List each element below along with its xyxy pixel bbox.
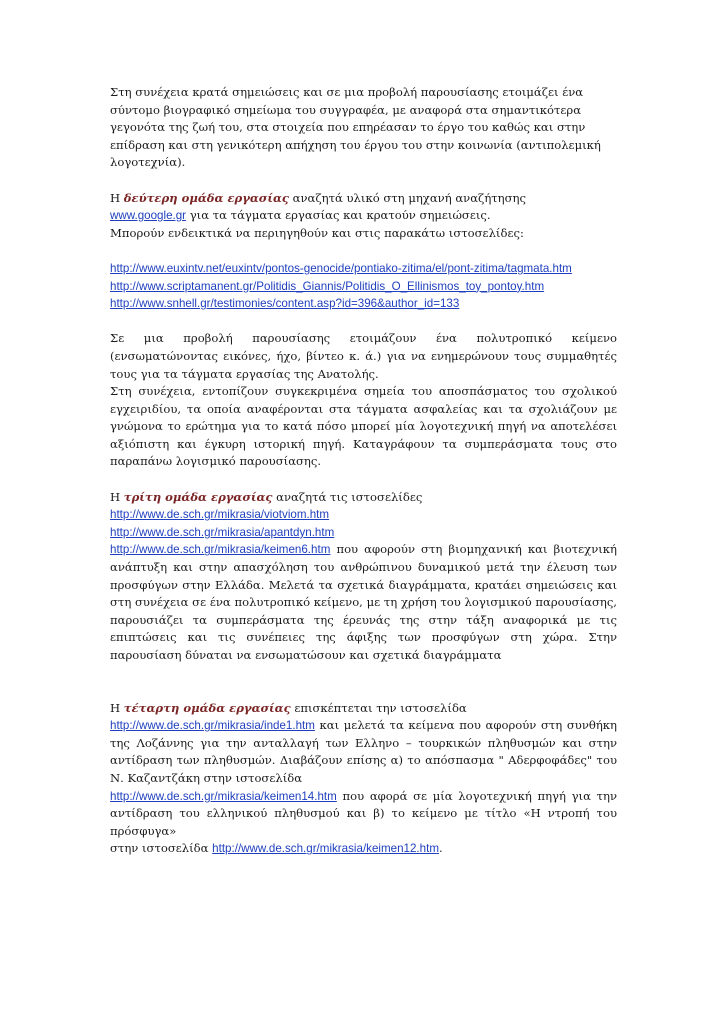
second-group-links (110, 260, 617, 313)
euxintv-link[interactable]: http://www.euxintv.net/euxintv/pontos-genocide/pontiako-zitima/el/pont-zitima/tagmata.htm (110, 261, 572, 275)
keimen14-link[interactable]: http://www.de.sch.gr/mikrasia/keimen14.htm (110, 789, 337, 803)
fourth-group-title: τέταρτη ομάδα εργασίας (123, 700, 291, 715)
second-group-text-2: για τα τάγματα εργασίας και κρατούν σημειώσεις. (186, 208, 491, 223)
keimen12-link[interactable]: http://www.de.sch.gr/mikrasia/keimen12.htm (212, 842, 439, 856)
scriptamanent-link[interactable]: http://www.scriptamanent.gr/Politidis_Giannis/Politidis_O_Ellinismos_toy_pontoy.htm (110, 279, 545, 293)
paragraph-fourth-group (110, 700, 617, 858)
paragraph-presentation: Σε μια προβολή παρουσίασης ετοιμάζουν ένα πολυτροπικό κείμενο (ενσωματώνοντας εικόνες, ήχο, βίντεο κ. ά.) για να ενημερώνουν τους συμμαθητές τους για τα τάγματα εργασίας της Ανατολής. (110, 331, 617, 381)
third-group-prefix: Η (110, 489, 124, 504)
fourth-group-last-suffix: . (438, 841, 443, 856)
second-group-text-3: Μπορούν ενδεικτικά να περιηγηθούν και στις παρακάτω ιστοσελίδες: (110, 225, 524, 240)
group-intro-prefix: Η (110, 190, 124, 205)
snhell-link[interactable]: http://www.snhell.gr/testimonies/content.asp?id=396&author_id=133 (110, 297, 460, 311)
fourth-group-body-2: που αφορά σε μία λογοτεχνική πηγή για την αντίδραση του ελληνικού πληθυσμού και β) το κείμενο με τίτλο «Η ντροπή του πρόσφυγα» (110, 788, 617, 838)
third-group-title: τρίτη ομάδα εργασίας (123, 489, 273, 504)
paragraph-textbook-analysis: Στη συνέχεια, εντοπίζουν συγκεκριμένα σημεία του αποσπάσματος του σχολικού εγχειριδίου, τα οποία αναφέρονται στα τάγματα ασφαλείας και τα σχολιάζουν με γνώμονα το ερώτημα για το κατά πόσο μπορεί μία λογοτεχνική πηγή να αποτελέσει αξιόπιστη και έγκυρη ιστορική πηγή. Καταγράφουν τα συμπεράσματα τους στο παραπάνω λογισμικό παρουσίασης. (110, 384, 617, 469)
fourth-group-prefix: Η (110, 700, 124, 715)
fourth-group-body-1: και μελετά τα κείμενα που αφορούν στη συνθήκη της Λοζάννης για την ανταλλαγή των Ελληνο – τουρκικών πληθυσμών και στην αντίδραση των πληθυσμών. Διαβάζουν επίσης α) το απόσπασμα " Αδερφοφάδες" του Ν. Καζαντζάκη στην ιστοσελίδα (110, 718, 617, 785)
third-group-text: αναζητά τις ιστοσελίδες (272, 489, 423, 504)
fourth-group-last-prefix: στην ιστοσελίδα (110, 841, 213, 856)
third-group-body: που αφορούν στη βιομηχανική και βιοτεχνική ανάπτυξη και στην απασχόληση του ανθρώπινου δυναμικού μετά την έλευση των προσφύγων στην Ελλάδα. Μελετά τα σχετικά διαγράμματα, κρατάει σημειώσεις και στη συνέχεια σε ένα πολυτροπικό κείμενο, με τη χρήση του λογισμικού παρουσίασης, παρουσιάζει τα συμπεράσματα της έρευνάς της στην τάξη αναφορικά με τις επιπτώσεις και τις συνέπειες της άφιξης των προσφύγων στη χώρα. Στην παρουσίαση δύναται να ενσωματώσουν και σχετικά διαγράμματα (110, 542, 617, 662)
second-group-text: αναζητά υλικό στη μηχανή αναζήτησης (288, 190, 526, 205)
fourth-group-text: επισκέπτεται την ιστοσελίδα (290, 700, 467, 715)
second-group-title: δεύτερη ομάδα εργασίας (123, 190, 289, 205)
viotviom-link[interactable]: http://www.de.sch.gr/mikrasia/viotviom.htm (110, 508, 330, 522)
apantdyn-link[interactable]: http://www.de.sch.gr/mikrasia/apantdyn.htm (110, 525, 335, 539)
paragraph-second-group (110, 190, 617, 243)
document-page (110, 84, 617, 876)
inde1-link[interactable]: http://www.de.sch.gr/mikrasia/inde1.htm (110, 719, 315, 733)
paragraph-third-group (110, 489, 617, 665)
google-link[interactable]: www.google.gr (110, 209, 187, 223)
paragraph-biography: Στη συνέχεια κρατά σημειώσεις και σε μια προβολή παρουσίασης ετοιμάζει ένα σύντομο βιογραφικό σημείωμα του συγγραφέα, με αναφορά στα σημαντικότερα γεγονότα της ζωή του, στα στοιχεία που επηρέασαν το έργο του καθώς και στην επίδραση και στη γενικότερη απήχηση του έργου του στην κοινωνία (αντιπολεμική λογοτεχνία). (110, 85, 601, 170)
keimen6-link[interactable]: http://www.de.sch.gr/mikrasia/keimen6.htm (110, 543, 331, 557)
